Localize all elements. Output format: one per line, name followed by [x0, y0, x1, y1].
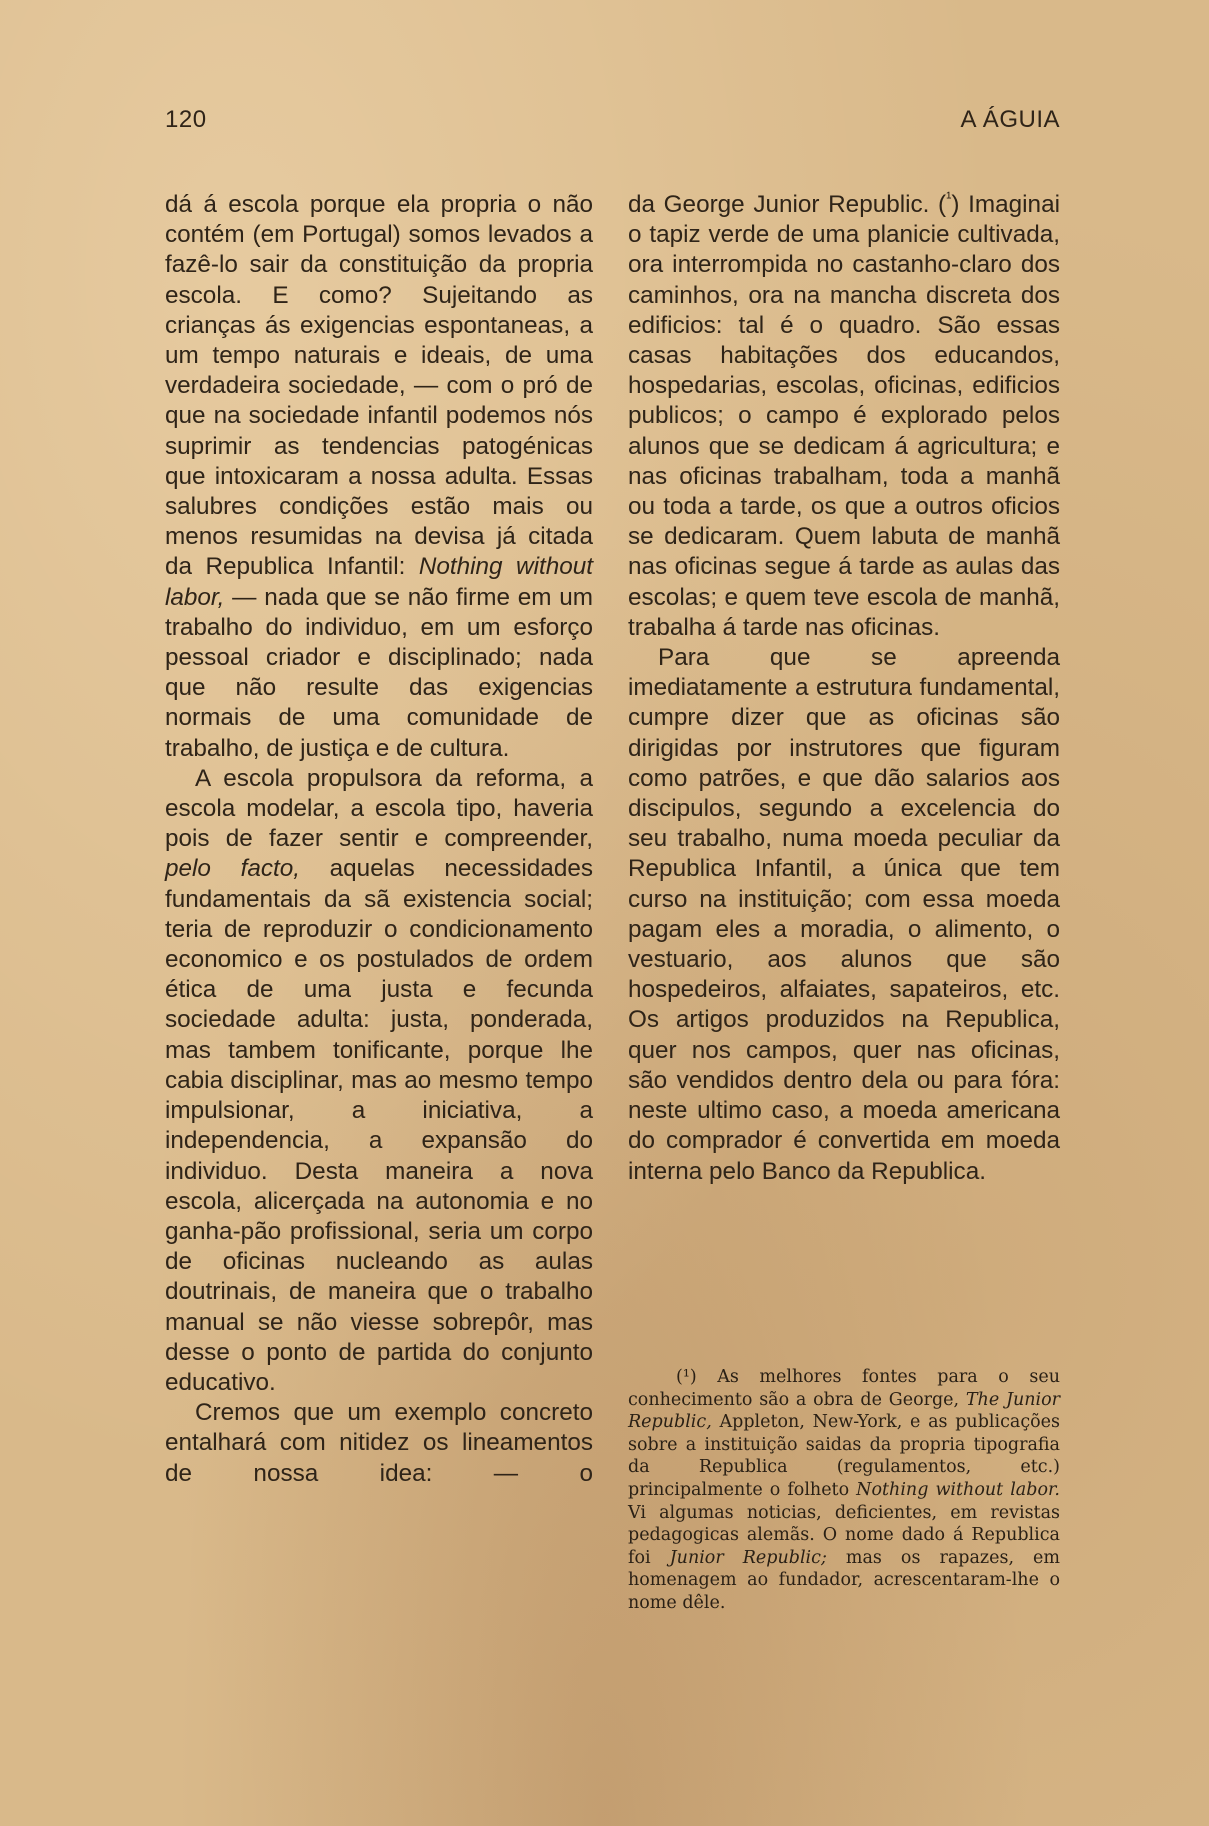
- left-p1-text-b: — nada que se não firme em um trabalho do individuo, em um esforço pessoal criador e disciplinado; nada que não resulte das exigencias normais de uma comunidade de trabalho, de justiça e de cultura.: [165, 583, 593, 762]
- footnote-text-3: Vi algumas noticias, deficientes, em revistas pedagogicas alemãs. O nome dado á Republica foi: [628, 1502, 1060, 1568]
- footnote: [628, 1366, 1060, 1615]
- footnote-paragraph: [628, 1366, 1060, 1615]
- left-p2-text-b: aquelas necessidades fundamentais da sã existencia social; teria de reproduzir o condicionamento economico e os postulados de ordem ética de uma justa e fecunda sociedade adulta: justa, ponderada, mas tambem tonificante, porque lhe cabia disciplinar, mas ao mesmo tempo impulsionar, a iniciativa, a independencia, a expansão do individuo. Desta maneira a nova escola, alicerçada na autonomia e no ganha-pão profissional, seria um corpo de oficinas nucleando as aulas doutrinais, de maneira que o trabalho manual se não viesse sobrepôr, mas desse o ponto de partida do conjunto educativo.: [165, 855, 593, 1396]
- journal-title: A ÁGUIA: [960, 106, 1060, 133]
- right-column: [628, 190, 1060, 1187]
- right-paragraph-1: [628, 190, 1060, 643]
- footnote-italic-1: The Junior Republic,: [628, 1389, 1060, 1433]
- footnote-text-2: Appleton, New-York, e as publicações sobre a instituição saidas da propria tipografia da Republica (regulamentos, etc.) principalmente o folheto: [628, 1412, 1060, 1500]
- footnote-italic-2: Nothing without labor.: [856, 1479, 1060, 1500]
- left-column: [165, 190, 593, 1489]
- left-p2-text-a: A escola propulsora da reforma, a escola modelar, a escola tipo, haveria pois de fazer sentir e compreender,: [165, 764, 593, 853]
- right-p1-text-b: ) Imaginai o tapiz verde de uma planicie cultivada, ora interrompida no castanho-claro dos caminhos, ora na mancha discreta dos edificios: tal é o quadro. São essas casas habitações dos educandos, hospedarias, escolas, oficinas, edificios publicos; o campo é explorado pelos alunos que se dedicam á agricultura; e nas oficinas trabalham, toda a manhã ou toda a tarde, os que a outros oficios se dedicaram. Quem labuta de manhã nas oficinas segue á tarde as aulas das escolas; e quem teve escola de manhã, trabalha á tarde nas oficinas.: [628, 191, 1060, 641]
- right-p1-text-a: da George Junior Republic. (: [628, 191, 947, 218]
- right-paragraph-2: Para que se apreenda imediatamente a estrutura fundamental, cumpre dizer que as oficinas são dirigidas por instrutores que figuram como patrões, e que dão salarios aos discipulos, segundo a excelencia do seu trabalho, numa moeda peculiar da Republica Infantil, a única que tem curso na instituição; com essa moeda pagam eles a moradia, o alimento, o vestuario, aos alunos que são hospedeiros, alfaiates, sapateiros, etc. Os artigos produzidos na Republica, quer nos campos, quer nas oficinas, são vendidos dentro dela ou para fóra: neste ultimo caso, a moeda americana do comprador é convertida em moeda interna pelo Banco da Republica.: [628, 644, 1060, 1185]
- page-number: 120: [165, 106, 207, 133]
- footnote-text-1: As melhores fontes para o seu conhecimento são a obra de George,: [628, 1367, 1060, 1410]
- left-p1-text-a: dá á escola porque ela propria o não contém (em Portugal) somos levados a fazê-lo sair da constituição da propria escola. E como? Sujeitando as crianças ás exigencias espontaneas, a um tempo naturais e ideais, de uma verdadeira sociedade, — com o pró de que na sociedade infantil podemos nós suprimir as tendencias patogénicas que intoxicaram a nossa adulta. Essas salubres condições estão mais ou menos resumidas na devisa já citada da Republica Infantil:: [165, 191, 593, 581]
- footnote-reference: ¹: [946, 189, 952, 207]
- pelo-facto-italic: pelo facto,: [165, 855, 301, 883]
- motto-italic: Nothing without labor,: [165, 553, 594, 611]
- left-paragraph-1: [165, 190, 593, 764]
- footnote-italic-3: Junior Republic;: [669, 1547, 827, 1568]
- footnote-mark: (¹): [676, 1367, 697, 1387]
- left-paragraph-3: Cremos que um exemplo concreto entalhará com nitidez os lineamentos de nossa idea: — o: [165, 1399, 593, 1487]
- footnote-text-4: mas os rapazes, em homenagem ao fundador, acrescentaram-lhe o nome dêle.: [628, 1547, 1060, 1613]
- left-paragraph-2: [165, 764, 593, 1398]
